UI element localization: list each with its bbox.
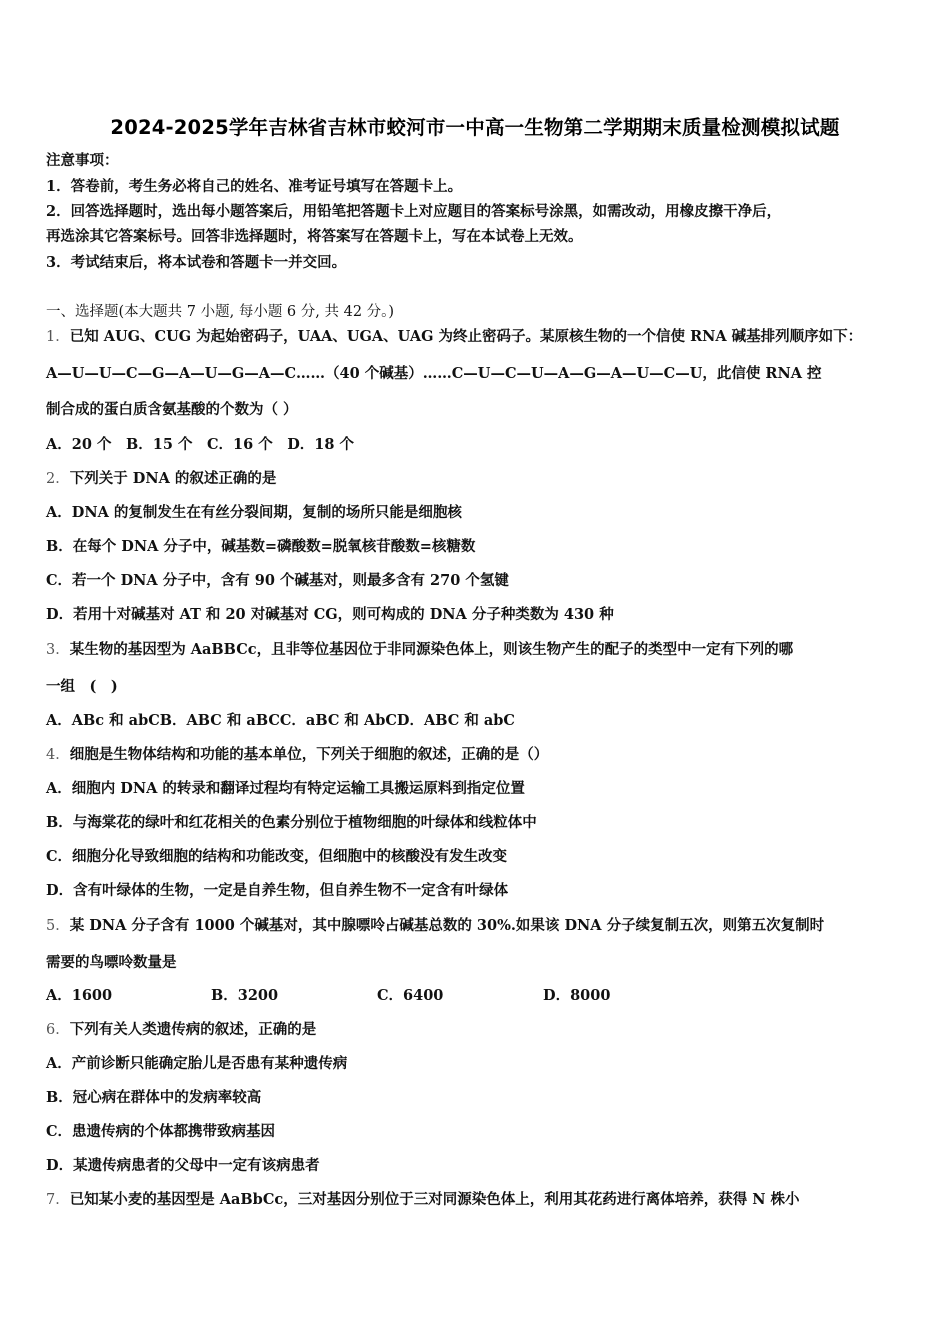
question-7-number: 7． [46, 1192, 70, 1208]
question-6-option-c: C．患遗传病的个体都携带致病基因 [46, 1123, 276, 1140]
question-2-option-b: B．在每个 DNA 分子中，碱基数=磷酸数=脱氧核苷酸数=核糖数 [46, 538, 476, 555]
notice-item-2: 2．回答选择题时，选出每小题答案后，用铅笔把答题卡上对应题目的答案标号涂黑，如需改动，用橡皮擦干净后， [46, 203, 782, 220]
question-6-option-a: A．产前诊断只能确定胎儿是否患有某种遗传病 [46, 1055, 348, 1072]
question-3-text: 某生物的基因型为 AaBBCc，且非等位基因位于非同源染色体上，则该生物产生的配子的类型中一定有下列的哪 [69, 641, 794, 658]
question-7-stem [46, 1190, 800, 1210]
question-1-text: 已知 AUG、CUG 为起始密码子，UAA、UGA、UAG 为终止密码子。某原核生物的一个信使 RNA 碱基排列顺序如下： [69, 328, 863, 345]
question-3-stem [46, 640, 793, 660]
question-1-stem-cont: 制合成的蛋白质含氨基酸的个数为（ ） [46, 401, 298, 418]
question-2-option-c: C．若一个 DNA 分子中，含有 90 个碱基对，则最多含有 270 个氢键 [46, 572, 509, 589]
question-1-stem [46, 327, 862, 347]
notice-heading: 注意事项： [46, 152, 119, 169]
question-6-text: 下列有关人类遗传病的叙述，正确的是 [69, 1021, 317, 1038]
question-7-text: 已知某小麦的基因型是 AaBbCc，三对基因分别位于三对同源染色体上，利用其花药进行离体培养，获得 N 株小 [69, 1191, 800, 1208]
question-6-option-b: B．冠心病在群体中的发病率较高 [46, 1089, 262, 1106]
question-5-option-c: C．6400 [377, 987, 444, 1004]
page-title: 2024-2025学年吉林省吉林市蛟河市一中高一生物第二学期期末质量检测模拟试题 [110, 116, 840, 139]
question-4-stem [46, 745, 548, 765]
question-3-options: A．ABc 和 abCB．ABC 和 aBCC．aBC 和 AbCD．ABC 和 abC [46, 712, 515, 729]
question-4-text: 细胞是生物体结构和功能的基本单位，下列关于细胞的叙述，正确的是（） [69, 746, 549, 763]
question-5-stem-cont: 需要的鸟嘌呤数量是 [46, 954, 177, 971]
question-1-options: A．20 个 B．15 个 C．16 个 D．18 个 [46, 436, 355, 453]
question-5-text: 某 DNA 分子含有 1000 个碱基对，其中腺嘌呤占碱基总数的 30%.如果该 DNA 分子续复制五次，则第五次复制时 [69, 917, 825, 934]
question-5-option-a: A．1600 [46, 987, 113, 1004]
question-5-option-b: B．3200 [211, 987, 279, 1004]
question-6-stem [46, 1020, 316, 1040]
question-4-option-c: C．细胞分化导致细胞的结构和功能改变，但细胞中的核酸没有发生改变 [46, 848, 508, 865]
question-2-text: 下列关于 DNA 的叙述正确的是 [69, 470, 277, 487]
question-6-number: 6． [46, 1022, 70, 1038]
question-2-number: 2． [46, 471, 70, 487]
section-heading: 一、选择题(本大题共 7 小题, 每小题 6 分, 共 42 分。) [46, 304, 395, 320]
question-4-number: 4． [46, 747, 70, 763]
notice-item-3: 3．考试结束后，将本试卷和答题卡一并交回。 [46, 254, 347, 271]
notice-item-1: 1．答卷前，考生务必将自己的姓名、准考证号填写在答题卡上。 [46, 178, 463, 195]
question-5-stem [46, 916, 824, 936]
question-1-number: 1． [46, 329, 70, 345]
question-4-option-a: A．细胞内 DNA 的转录和翻译过程均有特定运输工具搬运原料到指定位置 [46, 780, 525, 797]
question-1-sequence: A—U—U—C—G—A—U—G—A—C……（40 个碱基）……C—U—C—U—A—G—A—U—C—U，此信使 RNA 控 [46, 365, 822, 382]
question-3-number: 3． [46, 642, 70, 658]
question-3-stem-cont: 一组 ( ) [46, 678, 118, 695]
question-2-option-a: A．DNA 的复制发生在有丝分裂间期，复制的场所只能是细胞核 [46, 504, 462, 521]
question-5-number: 5． [46, 918, 70, 934]
question-5-option-d: D．8000 [543, 987, 611, 1004]
question-2-option-d: D．若用十对碱基对 AT 和 20 对碱基对 CG，则可构成的 DNA 分子种类数为 430 种 [46, 606, 614, 623]
notice-item-2-cont: 再选涂其它答案标号。回答非选择题时，将答案写在答题卡上，写在本试卷上无效。 [46, 228, 583, 245]
question-4-option-d: D．含有叶绿体的生物，一定是自养生物，但自养生物不一定含有叶绿体 [46, 882, 509, 899]
question-4-option-b: B．与海棠花的绿叶和红花相关的色素分别位于植物细胞的叶绿体和线粒体中 [46, 814, 537, 831]
question-2-stem [46, 469, 276, 489]
question-6-option-d: D．某遗传病患者的父母中一定有该病患者 [46, 1157, 320, 1174]
